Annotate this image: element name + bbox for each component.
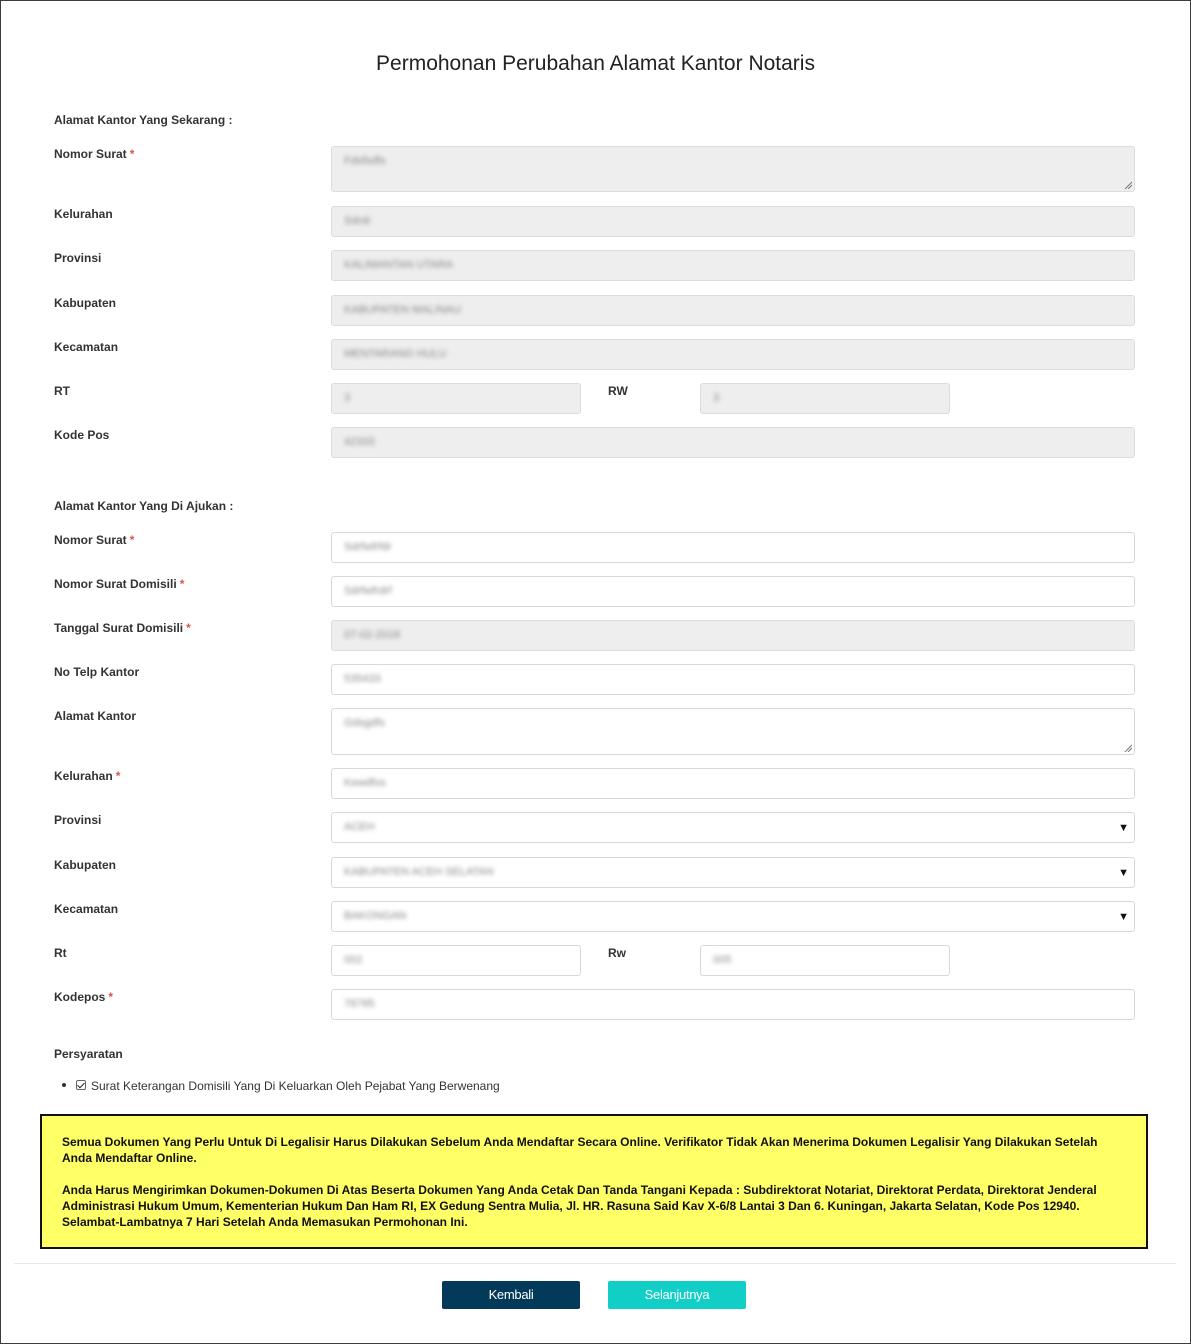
proposed-provinsi-select[interactable]: ACEH ▼ — [331, 812, 1135, 843]
proposed-kodepos-input[interactable]: 78785 — [331, 989, 1135, 1020]
caret-down-icon: ▼ — [1118, 866, 1129, 879]
proposed-provinsi-label: Provinsi — [54, 813, 102, 827]
nomor-surat-domisili-input[interactable]: Sdrfwfrdrf — [331, 576, 1135, 607]
required-marker: * — [129, 533, 135, 547]
proposed-kelurahan-input[interactable]: Kewdfxs — [331, 768, 1135, 799]
no-telp-kantor-input[interactable]: 535433 — [331, 664, 1135, 695]
proposed-rt-label: Rt — [54, 946, 67, 960]
proposed-kecamatan-label: Kecamatan — [54, 902, 119, 916]
current-kelurahan-input[interactable]: Sdrdr — [331, 206, 1135, 237]
required-marker: * — [129, 147, 135, 161]
proposed-rw-label: Rw — [608, 946, 626, 960]
requirement-checkbox[interactable] — [76, 1080, 86, 1090]
current-provinsi-label: Provinsi — [54, 251, 102, 265]
proposed-kabupaten-label: Kabupaten — [54, 858, 117, 872]
current-rt-label: RT — [54, 384, 70, 398]
textarea-resize-icon[interactable] — [1124, 744, 1132, 752]
no-telp-kantor-label: No Telp Kantor — [54, 665, 140, 679]
current-kode-pos-label: Kode Pos — [54, 428, 110, 442]
back-button[interactable]: Kembali — [442, 1281, 580, 1309]
footer-divider — [14, 1263, 1176, 1264]
proposed-kecamatan-select[interactable]: BAKONGAN ▼ — [331, 901, 1135, 932]
required-marker: * — [179, 577, 185, 591]
proposed-kabupaten-select[interactable]: KABUPATEN ACEH SELATAN ▼ — [331, 857, 1135, 888]
current-kecamatan-label: Kecamatan — [54, 340, 119, 354]
page-title: Permohonan Perubahan Alamat Kantor Notaris — [376, 52, 815, 75]
requirements-list — [62, 1079, 500, 1093]
tanggal-surat-domisili-label: Tanggal Surat Domisili * — [54, 621, 191, 635]
current-provinsi-input[interactable]: KALIMANTAN UTARA — [331, 250, 1135, 281]
notice-paragraph-1: Semua Dokumen Yang Perlu Untuk Di Legalisir Harus Dilakukan Sebelum Anda Mendaftar Secara Online. Verifikator Tidak Akan Menerima Dokumen Legalisir Yang Dilakukan Setelah Anda Mendaftar Online. — [62, 1135, 1098, 1165]
alamat-kantor-textarea[interactable]: Gdsgdfs — [331, 708, 1135, 755]
list-item — [62, 1079, 500, 1093]
nomor-surat-domisili-label: Nomor Surat Domisili * — [54, 577, 185, 591]
textarea-resize-icon[interactable] — [1124, 181, 1132, 189]
current-rw-input[interactable]: 3 — [700, 383, 950, 414]
requirements-heading: Persyaratan — [54, 1047, 123, 1061]
caret-down-icon: ▼ — [1118, 821, 1129, 834]
bullet-icon — [62, 1083, 66, 1087]
current-nomor-surat-textarea[interactable]: Fdsfsdfs — [331, 146, 1135, 192]
alamat-kantor-label: Alamat Kantor — [54, 709, 137, 723]
notice-box — [40, 1114, 1148, 1249]
current-kabupaten-label: Kabupaten — [54, 296, 117, 310]
proposed-rt-input[interactable]: 002 — [331, 945, 581, 976]
required-marker: * — [115, 769, 121, 783]
tanggal-surat-domisili-input[interactable]: 07-02-2018 — [331, 620, 1135, 651]
required-marker: * — [186, 621, 191, 635]
current-kode-pos-input[interactable]: 42333 — [331, 427, 1135, 458]
proposed-nomor-surat-label: Nomor Surat * — [54, 533, 135, 547]
current-rw-label: RW — [608, 384, 628, 398]
next-button[interactable]: Selanjutnya — [608, 1281, 746, 1309]
current-nomor-surat-label: Nomor Surat * — [54, 147, 135, 161]
proposed-address-heading: Alamat Kantor Yang Di Ajukan : — [54, 499, 234, 513]
proposed-kelurahan-label: Kelurahan * — [54, 769, 121, 783]
required-marker: * — [108, 990, 114, 1004]
notice-paragraph-2: Anda Harus Mengirimkan Dokumen-Dokumen Di Atas Beserta Dokumen Yang Anda Cetak Dan Tanda Tangani Kepada : Subdirektorat Notariat, Direktorat Perdata, Direktorat Jenderal Administrasi Hukum Umum, Kementerian Hukum Dan Ham RI, EX Gedung Sentra Mulia, Jl. HR. Rasuna Said Kav X-6/8 Lantai 3 Dan 6. Kuningan, Jakarta Selatan, Kode Pos 12940. Selambat-Lambatnya 7 Hari Setelah Anda Memasukan Permohonan Ini. — [62, 1183, 1097, 1229]
current-kabupaten-input[interactable]: KABUPATEN MALINAU — [331, 295, 1135, 326]
proposed-rw-input[interactable]: 005 — [700, 945, 950, 976]
proposed-nomor-surat-input[interactable]: Sdrfwfrfdr — [331, 532, 1135, 563]
current-rt-input[interactable]: 3 — [331, 383, 581, 414]
requirement-label: Surat Keterangan Domisili Yang Di Keluarkan Oleh Pejabat Yang Berwenang — [91, 1079, 500, 1093]
current-kelurahan-label: Kelurahan — [54, 207, 113, 221]
caret-down-icon: ▼ — [1118, 910, 1129, 923]
current-address-heading: Alamat Kantor Yang Sekarang : — [54, 113, 233, 127]
proposed-kodepos-label: Kodepos * — [54, 990, 114, 1004]
current-kecamatan-input[interactable]: MENTARANG HULU — [331, 339, 1135, 370]
